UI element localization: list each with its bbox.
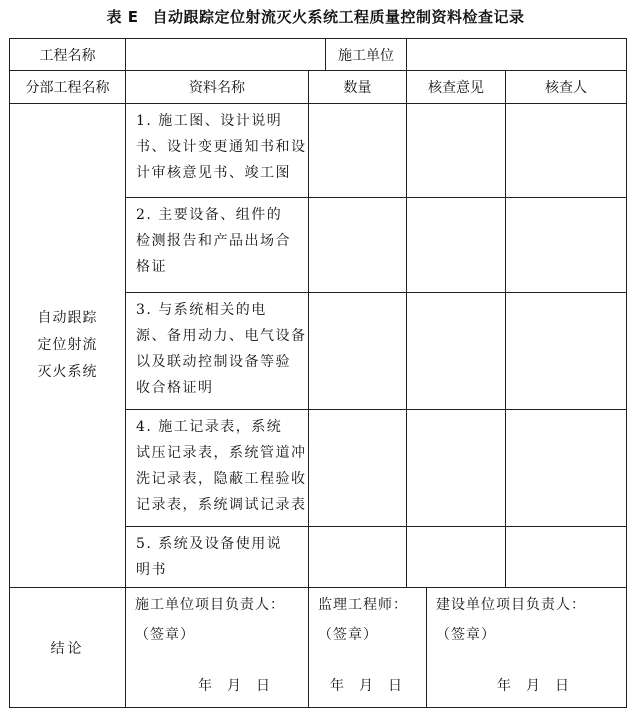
date-month: 月 [359,678,374,694]
document-item-5 [126,527,309,588]
seal-text: （签章） [436,627,496,643]
item-line: 收合格证明 [136,380,214,396]
project-name-label: 工程名称 [10,39,126,71]
seal-text: （签章） [135,627,195,643]
opinion-cell [407,527,506,588]
checker-cell [506,198,627,293]
date-line [497,675,570,695]
item-line: 源、备用动力、电气设备 [136,328,307,344]
opinion-cell [407,410,506,527]
item-line: 以及联动控制设备等验 [136,354,291,370]
col-subproject: 分部工程名称 [10,71,126,104]
item-line: 2. 主要设备、组件的 [136,207,283,223]
checker-cell [506,527,627,588]
col-document: 资料名称 [126,71,309,104]
item-line: 计审核意见书、竣工图 [136,165,291,181]
date-day: 日 [256,678,271,694]
document-title [0,6,631,27]
date-year: 年 [497,678,512,694]
quantity-cell [309,293,407,410]
item-line: 1. 施工图、设计说明 [136,113,283,129]
opinion-cell [407,293,506,410]
item-line: 洗记录表，隐蔽工程验收 [136,471,307,487]
document-item-1 [126,104,309,198]
date-month: 月 [227,678,242,694]
conclusion-label: 结论 [10,588,126,708]
checker-cell [506,410,627,527]
quantity-cell [309,104,407,198]
date-year: 年 [330,678,345,694]
item-line: 5. 系统及设备使用说 [136,536,283,552]
item-line: 试压记录表，系统管道冲 [136,445,307,461]
quantity-cell [309,198,407,293]
quantity-cell [309,527,407,588]
col-quantity: 数量 [309,71,407,104]
date-line [198,675,271,695]
checker-cell [506,104,627,198]
item-line: 3. 与系统相关的电 [136,302,267,318]
construction-unit-value [407,39,627,71]
col-checker: 核查人 [506,71,627,104]
system-name-line: 灭火系统 [37,364,98,380]
signature-construction [126,588,309,708]
item-line: 书、设计变更通知书和设 [136,139,307,155]
project-row [10,39,627,71]
date-month: 月 [526,678,541,694]
project-name-value [126,39,326,71]
seal-text: （签章） [318,627,378,643]
construction-unit-label: 施工单位 [326,39,407,71]
title-text: 自动跟踪定位射流灭火系统工程质量控制资料检查记录 [152,8,525,26]
system-name-line: 自动跟踪 [37,310,98,326]
signer-role: 施工单位项目负责人： [135,597,285,613]
signer-role: 建设单位项目负责人： [436,597,586,613]
item-line: 记录表，系统调试记录表 [136,497,307,513]
item-line: 格证 [136,259,167,275]
date-year: 年 [198,678,213,694]
col-opinion: 核查意见 [407,71,506,104]
table-code: 表 E [106,8,139,26]
conclusion-row [10,588,627,708]
opinion-cell [407,198,506,293]
system-name-cell [10,104,126,588]
signature-owner [427,588,627,708]
table-row [10,104,627,198]
item-line: 4. 施工记录表，系统 [136,419,283,435]
column-header-row [10,71,627,104]
checker-cell [506,293,627,410]
system-name-line: 定位射流 [37,337,98,353]
item-line: 明书 [136,562,167,578]
document-item-2 [126,198,309,293]
document-item-4 [126,410,309,527]
date-day: 日 [555,678,570,694]
signature-supervisor [309,588,427,708]
date-line [330,675,403,695]
signer-role: 监理工程师： [318,597,408,613]
date-day: 日 [388,678,403,694]
opinion-cell [407,104,506,198]
inspection-record-table [9,38,627,708]
item-line: 检测报告和产品出场合 [136,233,291,249]
document-item-3 [126,293,309,410]
quantity-cell [309,410,407,527]
